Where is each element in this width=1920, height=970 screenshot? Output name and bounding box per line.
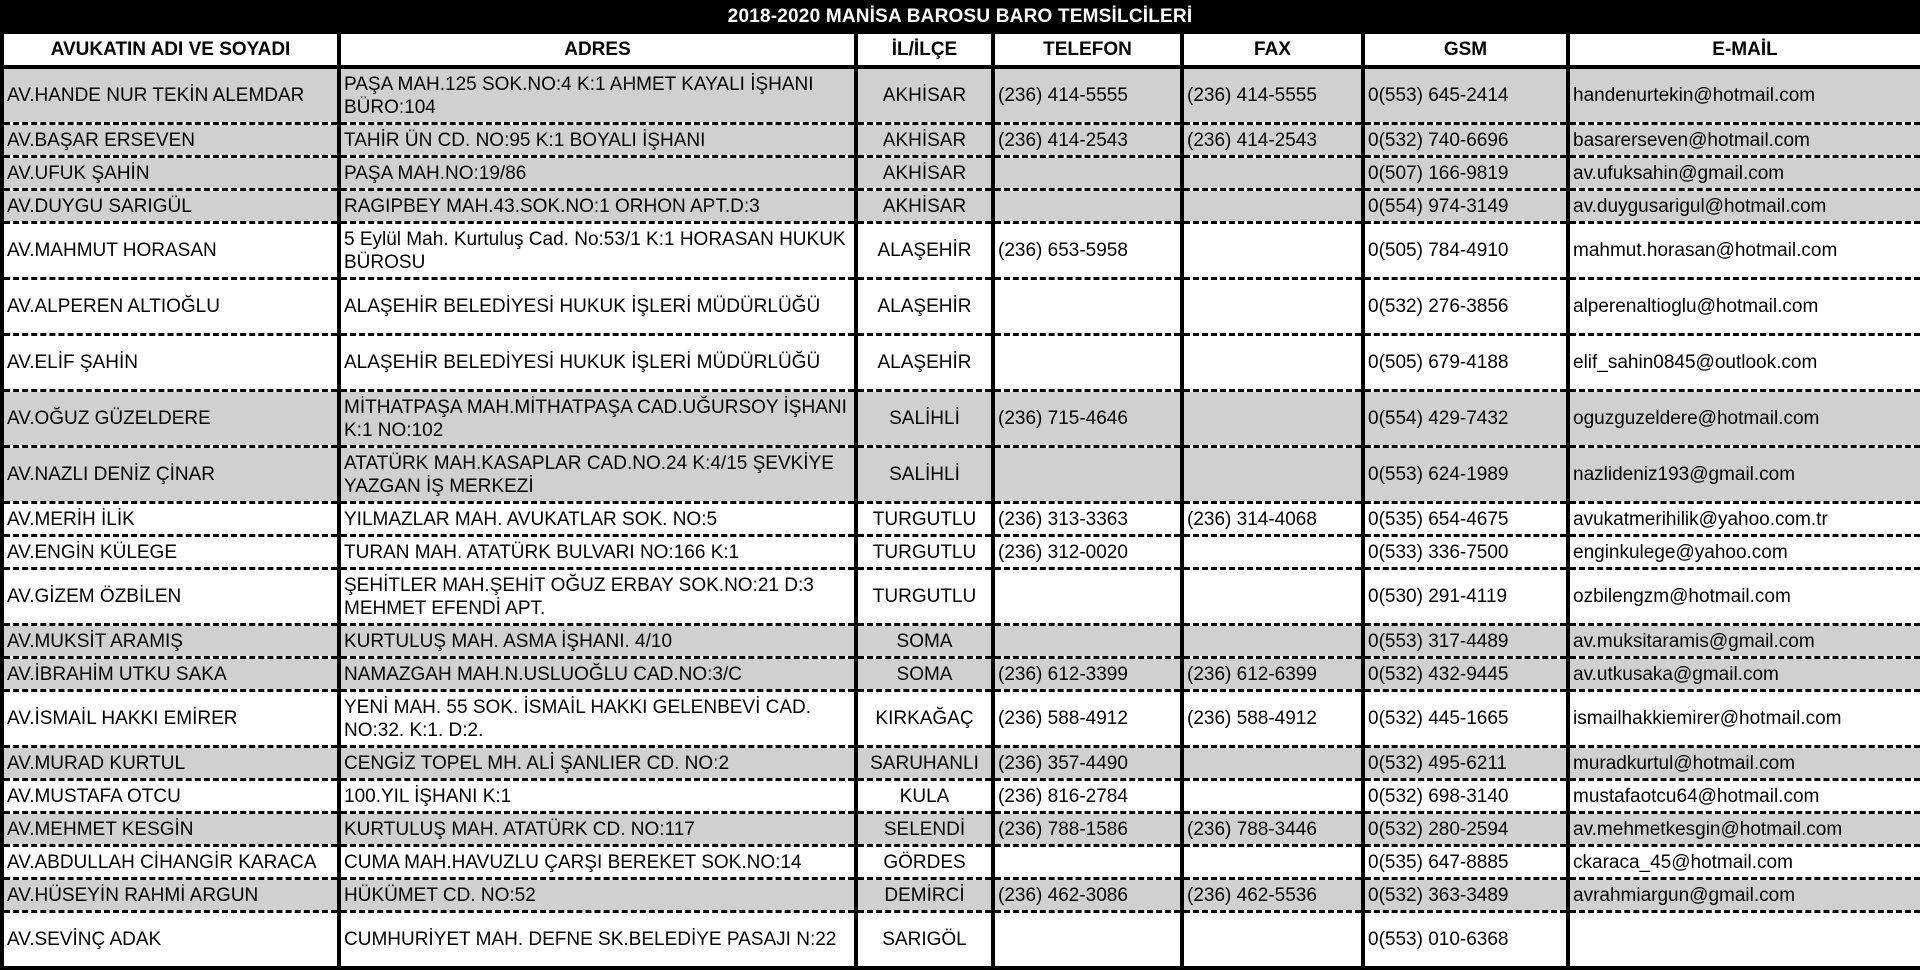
cell-fax — [1182, 536, 1363, 569]
table-row — [2, 658, 1920, 691]
cell-city: ALAŞEHİR — [856, 223, 993, 279]
table-row — [2, 569, 1920, 625]
cell-city: SARUHANLI — [856, 747, 993, 780]
cell-city: SOMA — [856, 658, 993, 691]
table-row — [2, 190, 1920, 223]
cell-address: MİTHATPAŞA MAH.MİTHATPAŞA CAD.UĞURSOY İŞHANI K:1 NO:102 — [339, 391, 856, 447]
table-row — [2, 747, 1920, 780]
cell-city: KULA — [856, 780, 993, 813]
cell-name: AV.UFUK ŞAHİN — [2, 157, 339, 190]
cell-fax: (236) 462-5536 — [1182, 879, 1363, 912]
cell-address: YILMAZLAR MAH. AVUKATLAR SOK. NO:5 — [339, 503, 856, 536]
cell-phone: (236) 816-2784 — [993, 780, 1182, 813]
table-row — [2, 912, 1920, 969]
cell-city: SALİHLİ — [856, 391, 993, 447]
cell-email: nazlideniz193@gmail.com — [1568, 447, 1920, 503]
cell-city: AKHİSAR — [856, 157, 993, 190]
cell-gsm: 0(505) 784-4910 — [1363, 223, 1568, 279]
cell-name: AV.NAZLI DENİZ ÇİNAR — [2, 447, 339, 503]
cell-name: AV.OĞUZ GÜZELDERE — [2, 391, 339, 447]
cell-gsm: 0(532) 280-2594 — [1363, 813, 1568, 846]
cell-phone: (236) 612-3399 — [993, 658, 1182, 691]
cell-city: TURGUTLU — [856, 503, 993, 536]
cell-phone — [993, 157, 1182, 190]
cell-phone: (236) 414-5555 — [993, 67, 1182, 124]
cell-phone: (236) 788-1586 — [993, 813, 1182, 846]
cell-email: oguzguzeldere@hotmail.com — [1568, 391, 1920, 447]
table-row — [2, 335, 1920, 391]
cell-email: basarerseven@hotmail.com — [1568, 124, 1920, 157]
cell-address: YENİ MAH. 55 SOK. İSMAİL HAKKI GELENBEVİ CAD. NO:32. K:1. D:2. — [339, 691, 856, 747]
cell-name: AV.ABDULLAH CİHANGİR KARACA — [2, 846, 339, 879]
cell-fax — [1182, 391, 1363, 447]
cell-gsm: 0(535) 654-4675 — [1363, 503, 1568, 536]
cell-name: AV.MUSTAFA OTCU — [2, 780, 339, 813]
cell-fax — [1182, 335, 1363, 391]
cell-phone — [993, 846, 1182, 879]
cell-email: handenurtekin@hotmail.com — [1568, 67, 1920, 124]
cell-gsm: 0(532) 445-1665 — [1363, 691, 1568, 747]
cell-fax — [1182, 625, 1363, 658]
cell-gsm: 0(532) 276-3856 — [1363, 279, 1568, 335]
cell-name: AV.ENGİN KÜLEGE — [2, 536, 339, 569]
cell-email: mahmut.horasan@hotmail.com — [1568, 223, 1920, 279]
cell-address: NAMAZGAH MAH.N.USLUOĞLU CAD.NO:3/C — [339, 658, 856, 691]
column-header-city: İL/İLÇE — [856, 34, 993, 67]
cell-name: AV.MEHMET KESGİN — [2, 813, 339, 846]
cell-email: enginkulege@yahoo.com — [1568, 536, 1920, 569]
cell-name: AV.MUKSİT ARAMIŞ — [2, 625, 339, 658]
cell-city: ALAŞEHİR — [856, 335, 993, 391]
header-row — [2, 34, 1920, 67]
cell-email: mustafaotcu64@hotmail.com — [1568, 780, 1920, 813]
table-row — [2, 625, 1920, 658]
cell-fax: (236) 612-6399 — [1182, 658, 1363, 691]
table-row — [2, 691, 1920, 747]
cell-name: AV.MERİH İLİK — [2, 503, 339, 536]
cell-gsm: 0(532) 363-3489 — [1363, 879, 1568, 912]
cell-gsm: 0(532) 495-6211 — [1363, 747, 1568, 780]
cell-address: 5 Eylül Mah. Kurtuluş Cad. No:53/1 K:1 HORASAN HUKUK BÜROSU — [339, 223, 856, 279]
cell-city: ALAŞEHİR — [856, 279, 993, 335]
table-row — [2, 223, 1920, 279]
cell-phone: (236) 653-5958 — [993, 223, 1182, 279]
cell-email: muradkurtul@hotmail.com — [1568, 747, 1920, 780]
table-row — [2, 813, 1920, 846]
cell-address: PAŞA MAH.NO:19/86 — [339, 157, 856, 190]
cell-fax: (236) 414-2543 — [1182, 124, 1363, 157]
cell-address: ATATÜRK MAH.KASAPLAR CAD.NO.24 K:4/15 ŞEVKİYE YAZGAN İŞ MERKEZİ — [339, 447, 856, 503]
cell-name: AV.HANDE NUR TEKİN ALEMDAR — [2, 67, 339, 124]
cell-city: DEMİRCİ — [856, 879, 993, 912]
cell-email: av.duygusarigul@hotmail.com — [1568, 190, 1920, 223]
cell-email: ozbilengzm@hotmail.com — [1568, 569, 1920, 625]
cell-gsm: 0(533) 336-7500 — [1363, 536, 1568, 569]
cell-gsm: 0(554) 429-7432 — [1363, 391, 1568, 447]
cell-phone — [993, 447, 1182, 503]
cell-phone: (236) 588-4912 — [993, 691, 1182, 747]
sheet-title: 2018-2020 MANİSA BAROSU BARO TEMSİLCİLERİ — [727, 6, 1193, 27]
cell-gsm: 0(507) 166-9819 — [1363, 157, 1568, 190]
table-row — [2, 67, 1920, 124]
cell-city: TURGUTLU — [856, 569, 993, 625]
table-row — [2, 391, 1920, 447]
table-row — [2, 780, 1920, 813]
table-row — [2, 879, 1920, 912]
cell-email: ismailhakkiemirer@hotmail.com — [1568, 691, 1920, 747]
table-body — [2, 67, 1920, 968]
cell-name: AV.HÜSEYİN RAHMİ ARGUN — [2, 879, 339, 912]
table-row — [2, 447, 1920, 503]
cell-gsm: 0(532) 740-6696 — [1363, 124, 1568, 157]
cell-fax: (236) 788-3446 — [1182, 813, 1363, 846]
column-header-gsm: GSM — [1363, 34, 1568, 67]
cell-gsm: 0(535) 647-8885 — [1363, 846, 1568, 879]
table-row — [2, 124, 1920, 157]
cell-gsm: 0(553) 624-1989 — [1363, 447, 1568, 503]
cell-address: ALAŞEHİR BELEDİYESİ HUKUK İŞLERİ MÜDÜRLÜĞÜ — [339, 335, 856, 391]
cell-address: TAHİR ÜN CD. NO:95 K:1 BOYALI İŞHANI — [339, 124, 856, 157]
cell-fax — [1182, 747, 1363, 780]
cell-city: SELENDİ — [856, 813, 993, 846]
cell-phone — [993, 912, 1182, 969]
cell-gsm: 0(554) 974-3149 — [1363, 190, 1568, 223]
cell-phone — [993, 569, 1182, 625]
cell-fax — [1182, 912, 1363, 969]
cell-email: av.mehmetkesgin@hotmail.com — [1568, 813, 1920, 846]
column-header-address: ADRES — [339, 34, 856, 67]
cell-email: av.utkusaka@gmail.com — [1568, 658, 1920, 691]
cell-email: avukatmerihilik@yahoo.com.tr — [1568, 503, 1920, 536]
cell-phone — [993, 190, 1182, 223]
cell-address: PAŞA MAH.125 SOK.NO:4 K:1 AHMET KAYALI İŞHANI BÜRO:104 — [339, 67, 856, 124]
cell-gsm: 0(505) 679-4188 — [1363, 335, 1568, 391]
cell-fax — [1182, 846, 1363, 879]
cell-fax: (236) 588-4912 — [1182, 691, 1363, 747]
cell-phone: (236) 312-0020 — [993, 536, 1182, 569]
table-row — [2, 846, 1920, 879]
cell-city: GÖRDES — [856, 846, 993, 879]
cell-address: KURTULUŞ MAH. ASMA İŞHANI. 4/10 — [339, 625, 856, 658]
cell-email: ckaraca_45@hotmail.com — [1568, 846, 1920, 879]
cell-fax — [1182, 447, 1363, 503]
cell-phone: (236) 414-2543 — [993, 124, 1182, 157]
cell-email: elif_sahin0845@outlook.com — [1568, 335, 1920, 391]
table-row — [2, 536, 1920, 569]
cell-email: alperenaltioglu@hotmail.com — [1568, 279, 1920, 335]
cell-email: av.ufuksahin@gmail.com — [1568, 157, 1920, 190]
cell-name: AV.ELİF ŞAHİN — [2, 335, 339, 391]
cell-gsm: 0(532) 432-9445 — [1363, 658, 1568, 691]
column-header-phone: TELEFON — [993, 34, 1182, 67]
cell-gsm: 0(532) 698-3140 — [1363, 780, 1568, 813]
representatives-table — [0, 34, 1920, 970]
cell-name: AV.MAHMUT HORASAN — [2, 223, 339, 279]
cell-city: KIRKAĞAÇ — [856, 691, 993, 747]
cell-address: KURTULUŞ MAH. ATATÜRK CD. NO:117 — [339, 813, 856, 846]
cell-address: RAGIPBEY MAH.43.SOK.NO:1 ORHON APT.D:3 — [339, 190, 856, 223]
cell-email — [1568, 912, 1920, 969]
table-row — [2, 503, 1920, 536]
cell-email: av.muksitaramis@gmail.com — [1568, 625, 1920, 658]
cell-phone — [993, 335, 1182, 391]
table-row — [2, 157, 1920, 190]
column-header-name: AVUKATIN ADI VE SOYADI — [2, 34, 339, 67]
cell-address: ŞEHİTLER MAH.ŞEHİT OĞUZ ERBAY SOK.NO:21 D:3 MEHMET EFENDİ APT. — [339, 569, 856, 625]
cell-phone — [993, 279, 1182, 335]
cell-address: CUMHURİYET MAH. DEFNE SK.BELEDİYE PASAJI N:22 — [339, 912, 856, 969]
cell-name: AV.ALPEREN ALTIOĞLU — [2, 279, 339, 335]
cell-name: AV.GİZEM ÖZBİLEN — [2, 569, 339, 625]
cell-gsm: 0(553) 010-6368 — [1363, 912, 1568, 969]
cell-city: AKHİSAR — [856, 190, 993, 223]
cell-city: TURGUTLU — [856, 536, 993, 569]
cell-address: ALAŞEHİR BELEDİYESİ HUKUK İŞLERİ MÜDÜRLÜĞÜ — [339, 279, 856, 335]
cell-phone: (236) 357-4490 — [993, 747, 1182, 780]
column-header-fax: FAX — [1182, 34, 1363, 67]
cell-gsm: 0(553) 645-2414 — [1363, 67, 1568, 124]
cell-city: AKHİSAR — [856, 124, 993, 157]
cell-name: AV.İSMAİL HAKKI EMİRER — [2, 691, 339, 747]
cell-email: avrahmiargun@gmail.com — [1568, 879, 1920, 912]
cell-address: TURAN MAH. ATATÜRK BULVARI NO:166 K:1 — [339, 536, 856, 569]
cell-address: CUMA MAH.HAVUZLU ÇARŞI BEREKET SOK.NO:14 — [339, 846, 856, 879]
cell-fax: (236) 314-4068 — [1182, 503, 1363, 536]
table-row — [2, 279, 1920, 335]
cell-fax — [1182, 279, 1363, 335]
cell-fax — [1182, 223, 1363, 279]
cell-address: CENGİZ TOPEL MH. ALİ ŞANLIER CD. NO:2 — [339, 747, 856, 780]
cell-fax — [1182, 190, 1363, 223]
cell-fax — [1182, 157, 1363, 190]
cell-city: SALİHLİ — [856, 447, 993, 503]
cell-name: AV.SEVİNÇ ADAK — [2, 912, 339, 969]
cell-name: AV.İBRAHİM UTKU SAKA — [2, 658, 339, 691]
cell-address: HÜKÜMET CD. NO:52 — [339, 879, 856, 912]
column-header-email: E-MAİL — [1568, 34, 1920, 67]
cell-name: AV.MURAD KURTUL — [2, 747, 339, 780]
cell-city: SOMA — [856, 625, 993, 658]
cell-fax — [1182, 780, 1363, 813]
cell-address: 100.YIL İŞHANI K:1 — [339, 780, 856, 813]
cell-phone: (236) 313-3363 — [993, 503, 1182, 536]
cell-city: AKHİSAR — [856, 67, 993, 124]
cell-phone — [993, 625, 1182, 658]
cell-city: SARIGÖL — [856, 912, 993, 969]
cell-name: AV.BAŞAR ERSEVEN — [2, 124, 339, 157]
cell-phone: (236) 715-4646 — [993, 391, 1182, 447]
cell-gsm: 0(530) 291-4119 — [1363, 569, 1568, 625]
cell-name: AV.DUYGU SARIGÜL — [2, 190, 339, 223]
cell-phone: (236) 462-3086 — [993, 879, 1182, 912]
cell-fax: (236) 414-5555 — [1182, 67, 1363, 124]
cell-gsm: 0(553) 317-4489 — [1363, 625, 1568, 658]
cell-fax — [1182, 569, 1363, 625]
